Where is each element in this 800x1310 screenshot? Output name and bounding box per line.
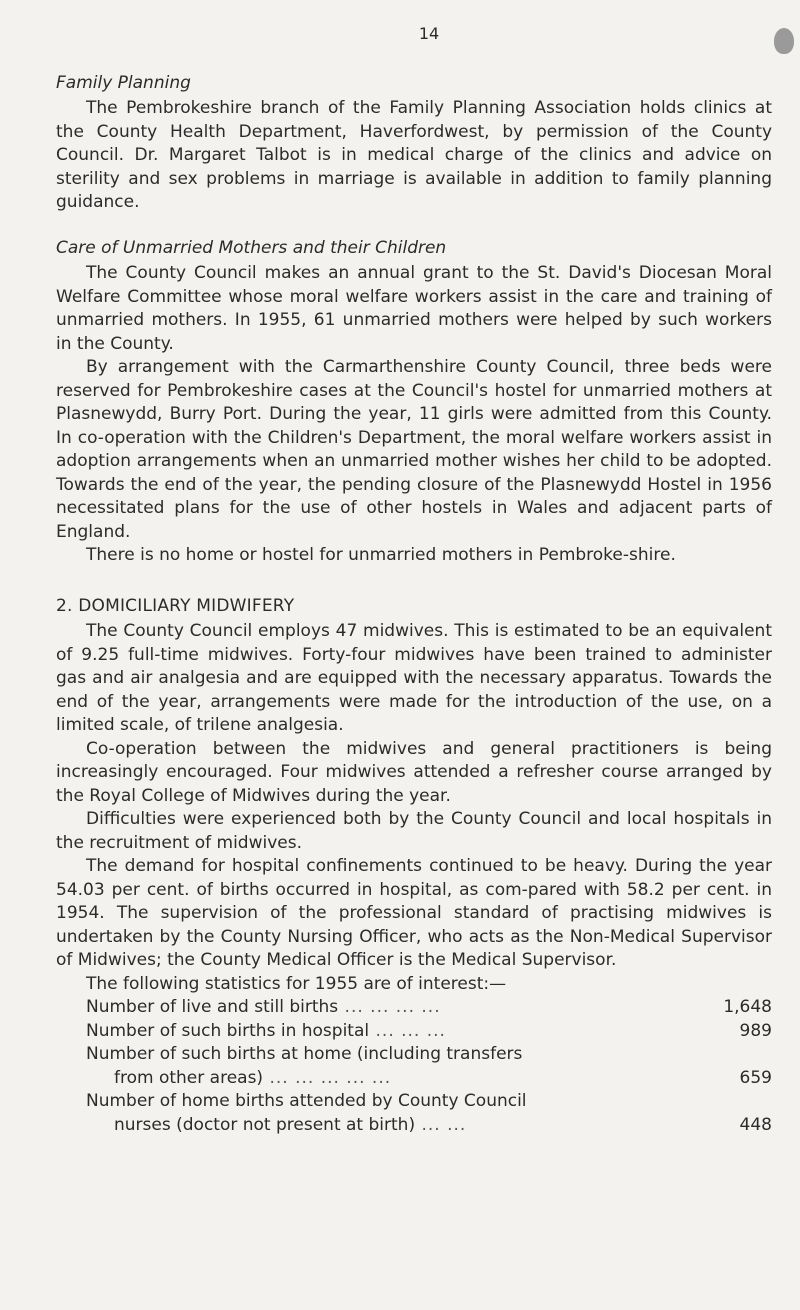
statistics-row (56, 1090, 772, 1137)
statistics-label-cont-text: from other areas) (114, 1067, 264, 1088)
statistics-leader-dots: ... ... ... ... ... (263, 1067, 392, 1088)
midwifery-heading: 2. DOMICILIARY MIDWIFERY (56, 595, 295, 616)
corner-stamp-mark (774, 28, 794, 54)
statistics-value: 448 (739, 1114, 772, 1135)
statistics-leader-dots: ... ... (415, 1114, 467, 1135)
statistics-value: 659 (739, 1067, 772, 1088)
midwifery-paragraph-1: The County Council employs 47 midwives. This is estimated to be an equivalent of 9.25 full-time midwives. Forty-four midwives have been trained to administer gas and air analgesia and are equipped with the necessary apparatus. Towards the end of the year, arrangements were made for the introduction of the use, on a limited scale, of trilene analgesia. (56, 621, 772, 735)
midwifery-paragraph-5: The following statistics for 1955 are of interest:— (86, 973, 507, 994)
statistics-row (56, 996, 772, 1020)
statistics-label (86, 1090, 712, 1137)
document-page (56, 22, 772, 1137)
statistics-label-text: Number of such births in hospital (86, 1020, 370, 1041)
statistics-label-continuation (86, 1114, 712, 1138)
statistics-row (56, 1043, 772, 1090)
statistics-label (86, 996, 712, 1020)
statistics-value: 1,648 (723, 997, 772, 1017)
midwifery-paragraph-2: Co-operation between the midwives and general practitioners is being increasingly encouraged. Four midwives attended a refresher course arranged by the Royal College of Midwives during the year. (56, 738, 772, 806)
statistics-value: 989 (739, 1020, 772, 1041)
family-planning-heading: Family Planning (56, 72, 191, 93)
statistics-list (56, 996, 772, 1137)
statistics-label-cont-text: nurses (doctor not present at birth) (114, 1114, 416, 1135)
unmarried-mothers-paragraph-3: There is no home or hostel for unmarried mothers in Pembroke-shire. (86, 545, 676, 565)
unmarried-mothers-paragraph-2: By arrangement with the Carmarthenshire County Council, three beds were reserved for Pembrokeshire cases at the Council's hostel for unmarried mothers at Plasnewydd, Burry Port. During the year, 11 girls were admitted from this County. In co-operation with the Children's Department, the moral welfare workers assist in adoption arrangements when an unmarried mother wishes her child to be adopted. Towards the end of the year, the pending closure of the Plasnewydd Hostel in 1956 necessitated plans for the use of other hostels in Wales and adjacent parts of England. (56, 357, 772, 542)
unmarried-mothers-heading: Care of Unmarried Mothers and their Children (56, 237, 447, 258)
statistics-label (86, 1043, 712, 1090)
statistics-label-continuation (86, 1067, 712, 1091)
midwifery-section (56, 595, 772, 1138)
statistics-label-text: Number of live and still births (86, 997, 339, 1017)
statistics-label (86, 1020, 712, 1044)
statistics-leader-dots: ... ... ... (369, 1020, 446, 1041)
statistics-leader-dots: ... ... ... ... (338, 997, 441, 1017)
unmarried-mothers-section (56, 237, 772, 568)
statistics-label-text: Number of home births attended by County Council (86, 1091, 527, 1111)
statistics-row (56, 1020, 772, 1044)
page-number: 14 (418, 24, 440, 43)
family-planning-paragraph: The Pembrokeshire branch of the Family Planning Association holds clinics at the County Health Department, Haverfordwest, by permission of the County Council. Dr. Margaret Talbot is in medical charge of the clinics and advice on sterility and sex problems in marriage is available in addition to family planning guidance. (56, 98, 772, 212)
midwifery-paragraph-3: Difficulties were experienced both by the County Council and local hospitals in the recruitment of midwives. (56, 809, 772, 853)
family-planning-section (56, 72, 772, 215)
midwifery-paragraph-4: The demand for hospital confinements continued to be heavy. During the year 54.03 per cent. of births occurred in hospital, as com-pared with 58.2 per cent. in 1954. The supervision of the professional standard of practising midwives is undertaken by the County Nursing Officer, who acts as the Non-Medical Supervisor of Midwives; the County Medical Officer is the Medical Supervisor. (56, 856, 772, 970)
statistics-label-text: Number of such births at home (including transfers (86, 1044, 523, 1064)
unmarried-mothers-paragraph-1: The County Council makes an annual grant to the St. David's Diocesan Moral Welfare Committee whose moral welfare workers assist in the care and training of unmarried mothers. In 1955, 61 unmarried mothers were helped by such workers in the County. (56, 263, 772, 354)
